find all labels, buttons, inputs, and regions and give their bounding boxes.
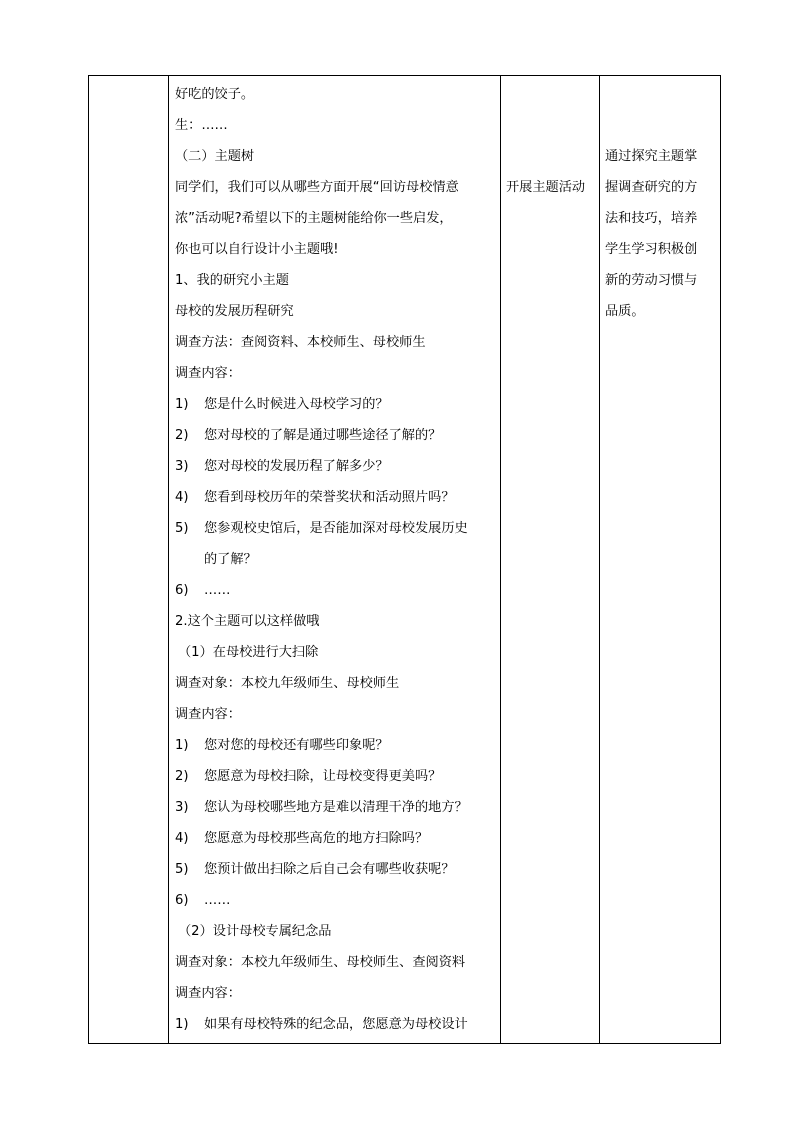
purpose-line: 品质。	[605, 304, 645, 319]
content-line: 母校的发展历程研究	[175, 304, 294, 319]
list-item-text: ……	[204, 893, 231, 908]
list-item-text: 您对您的母校还有哪些印象呢？	[204, 738, 389, 753]
list-number: 1)	[175, 397, 189, 412]
list-number: 4)	[175, 490, 189, 505]
stage-cell	[89, 76, 169, 1044]
content-line: 你也可以自行设计小主题哦!	[175, 242, 339, 257]
content-line	[175, 730, 495, 761]
content-line: 调查对象：本校九年级师生、母校师生、查阅资料	[175, 955, 466, 970]
content-line	[175, 482, 495, 513]
list-number: 1)	[175, 738, 189, 753]
content-line	[175, 513, 495, 544]
content-line: 同学们，我们可以从哪些方面开展“回访母校情意	[175, 180, 459, 195]
list-item-text: 您预计做出扫除之后自己会有哪些收获呢？	[204, 862, 455, 877]
purpose-text	[600, 141, 720, 327]
content-line	[175, 823, 495, 854]
content-line: 浓”活动呢?希望以下的主题树能给你一些启发，	[175, 211, 453, 226]
purpose-line: 学生学习积极创	[605, 242, 698, 257]
content-line: 的了解？	[204, 552, 257, 567]
list-number: 5)	[175, 862, 189, 877]
list-item-text: 您愿意为母校那些高危的地方扫除吗？	[204, 831, 429, 846]
list-item-text: 您看到母校历年的荣誉奖状和活动照片吗？	[204, 490, 455, 505]
lesson-table	[88, 75, 721, 1044]
content-line: （二）主题树	[175, 149, 255, 164]
content-line: 调查内容：	[175, 366, 241, 381]
list-item-text: 您愿意为母校扫除，让母校变得更美吗？	[204, 769, 442, 784]
content-line	[175, 1009, 495, 1040]
activity-text: 开展主题活动	[506, 180, 586, 195]
content-line: 调查内容：	[175, 986, 241, 1001]
list-item-text: ……	[204, 583, 231, 598]
list-item-text: 您参观校史馆后，是否能加深对母校发展历史	[204, 521, 468, 536]
list-number: 3)	[175, 800, 189, 815]
content-line: 好吃的饺子。	[175, 87, 255, 102]
list-number: 2)	[175, 428, 189, 443]
content-lines	[175, 79, 495, 1040]
content-line: （2）设计母校专属纪念品	[178, 924, 332, 939]
content-line	[175, 575, 495, 606]
purpose-line: 新的劳动习惯与	[605, 273, 698, 288]
purpose-line: 握调查研究的方	[605, 180, 698, 195]
list-item-text: 您认为母校哪些地方是难以清理干净的地方？	[204, 800, 468, 815]
list-item-text: 您对母校的发展历程了解多少？	[204, 459, 389, 474]
content-line	[175, 389, 495, 420]
content-line: （1）在母校进行大扫除	[178, 645, 319, 660]
content-line: 调查方法：查阅资料、本校师生、母校师生	[175, 335, 426, 350]
list-number: 2)	[175, 769, 189, 784]
purpose-line: 通过探究主题掌	[605, 149, 698, 164]
content-line	[175, 792, 495, 823]
list-number: 6)	[175, 583, 189, 598]
list-number: 1)	[175, 1017, 189, 1032]
content-line: 调查内容：	[175, 707, 241, 722]
content-line	[175, 885, 495, 916]
content-line	[175, 451, 495, 482]
list-number: 4)	[175, 831, 189, 846]
content-line	[175, 761, 495, 792]
content-line: 调查对象：本校九年级师生、母校师生	[175, 676, 400, 691]
activity-cell	[501, 76, 600, 1044]
table-row	[89, 76, 721, 1044]
content-line	[175, 420, 495, 451]
list-item-text: 如果有母校特殊的纪念品，您愿意为母校设计	[204, 1017, 468, 1032]
list-number: 5)	[175, 521, 189, 536]
content-cell	[169, 76, 501, 1044]
list-number: 3)	[175, 459, 189, 474]
content-line: 生：……	[175, 118, 228, 133]
content-line: 1、我的研究小主题	[175, 273, 289, 288]
list-item-text: 您是什么时候进入母校学习的？	[204, 397, 389, 412]
list-number: 6)	[175, 893, 189, 908]
purpose-line: 法和技巧，培养	[605, 211, 698, 226]
content-line: 2.这个主题可以这样做哦	[175, 614, 320, 629]
list-item-text: 您对母校的了解是通过哪些途径了解的？	[204, 428, 442, 443]
content-line	[175, 854, 495, 885]
purpose-cell	[600, 76, 721, 1044]
